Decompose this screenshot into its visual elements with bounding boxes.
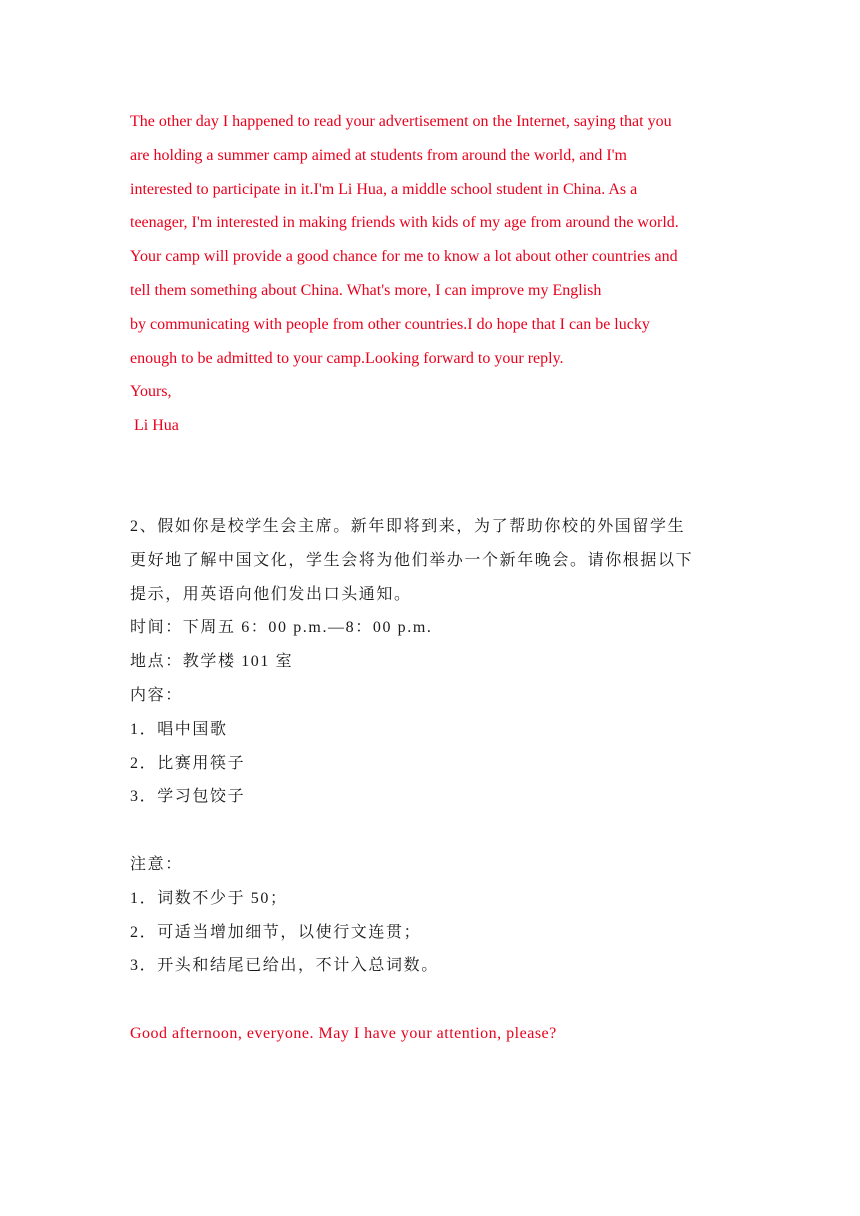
writing-task bbox=[130, 516, 740, 989]
notice-opening-line: Good afternoon, everyone. May I have your attention, please? bbox=[130, 1025, 557, 1042]
task-content-item: 2．比赛用筷子 bbox=[130, 754, 246, 772]
notice-opening bbox=[130, 1023, 740, 1045]
task-note-item: 1．词数不少于 50； bbox=[130, 889, 288, 907]
letter-line: are holding a summer camp aimed at students from around the world, and I'm bbox=[130, 146, 627, 164]
letter-line: The other day I happened to read your advertisement on the Internet, saying that you bbox=[130, 113, 672, 130]
letter-signature: Li Hua bbox=[130, 417, 179, 435]
sample-letter bbox=[130, 110, 740, 448]
task-prompt-line: 更好地了解中国文化，学生会将为他们举办一个新年晚会。请你根据以下 bbox=[130, 551, 694, 569]
task-notes-label: 注意： bbox=[130, 855, 183, 873]
task-place: 地点：教学楼 101 室 bbox=[130, 653, 294, 671]
task-content-label: 内容： bbox=[130, 686, 183, 704]
letter-signoff: Yours, bbox=[130, 383, 172, 401]
task-time: 时间：下周五 6：00 p.m.—8：00 p.m. bbox=[130, 619, 433, 637]
letter-line: tell them something about China. What's more, I can improve my English bbox=[130, 281, 602, 299]
letter-line: by communicating with people from other countries.I do hope that I can be lucky bbox=[130, 315, 650, 333]
letter-line: teenager, I'm interested in making friends with kids of my age from around the world. bbox=[130, 214, 679, 232]
letter-line: enough to be admitted to your camp.Looking forward to your reply. bbox=[130, 349, 564, 367]
task-note-item: 2．可适当增加细节，以使行文连贯； bbox=[130, 923, 422, 941]
task-content-item: 3．学习包饺子 bbox=[130, 788, 246, 806]
blank-line bbox=[130, 820, 740, 854]
task-content-item: 1．唱中国歌 bbox=[130, 720, 228, 738]
task-prompt-line: 提示，用英语向他们发出口头通知。 bbox=[130, 585, 412, 603]
letter-line: interested to participate in it.I'm Li Hua, a middle school student in China. As a bbox=[130, 180, 638, 198]
task-prompt-line: 2、假如你是校学生会主席。新年即将到来，为了帮助你校的外国留学生 bbox=[130, 518, 686, 535]
task-note-item: 3．开头和结尾已给出，不计入总词数。 bbox=[130, 957, 439, 975]
letter-line: Your camp will provide a good chance for me to know a lot about other countries and bbox=[130, 248, 678, 266]
